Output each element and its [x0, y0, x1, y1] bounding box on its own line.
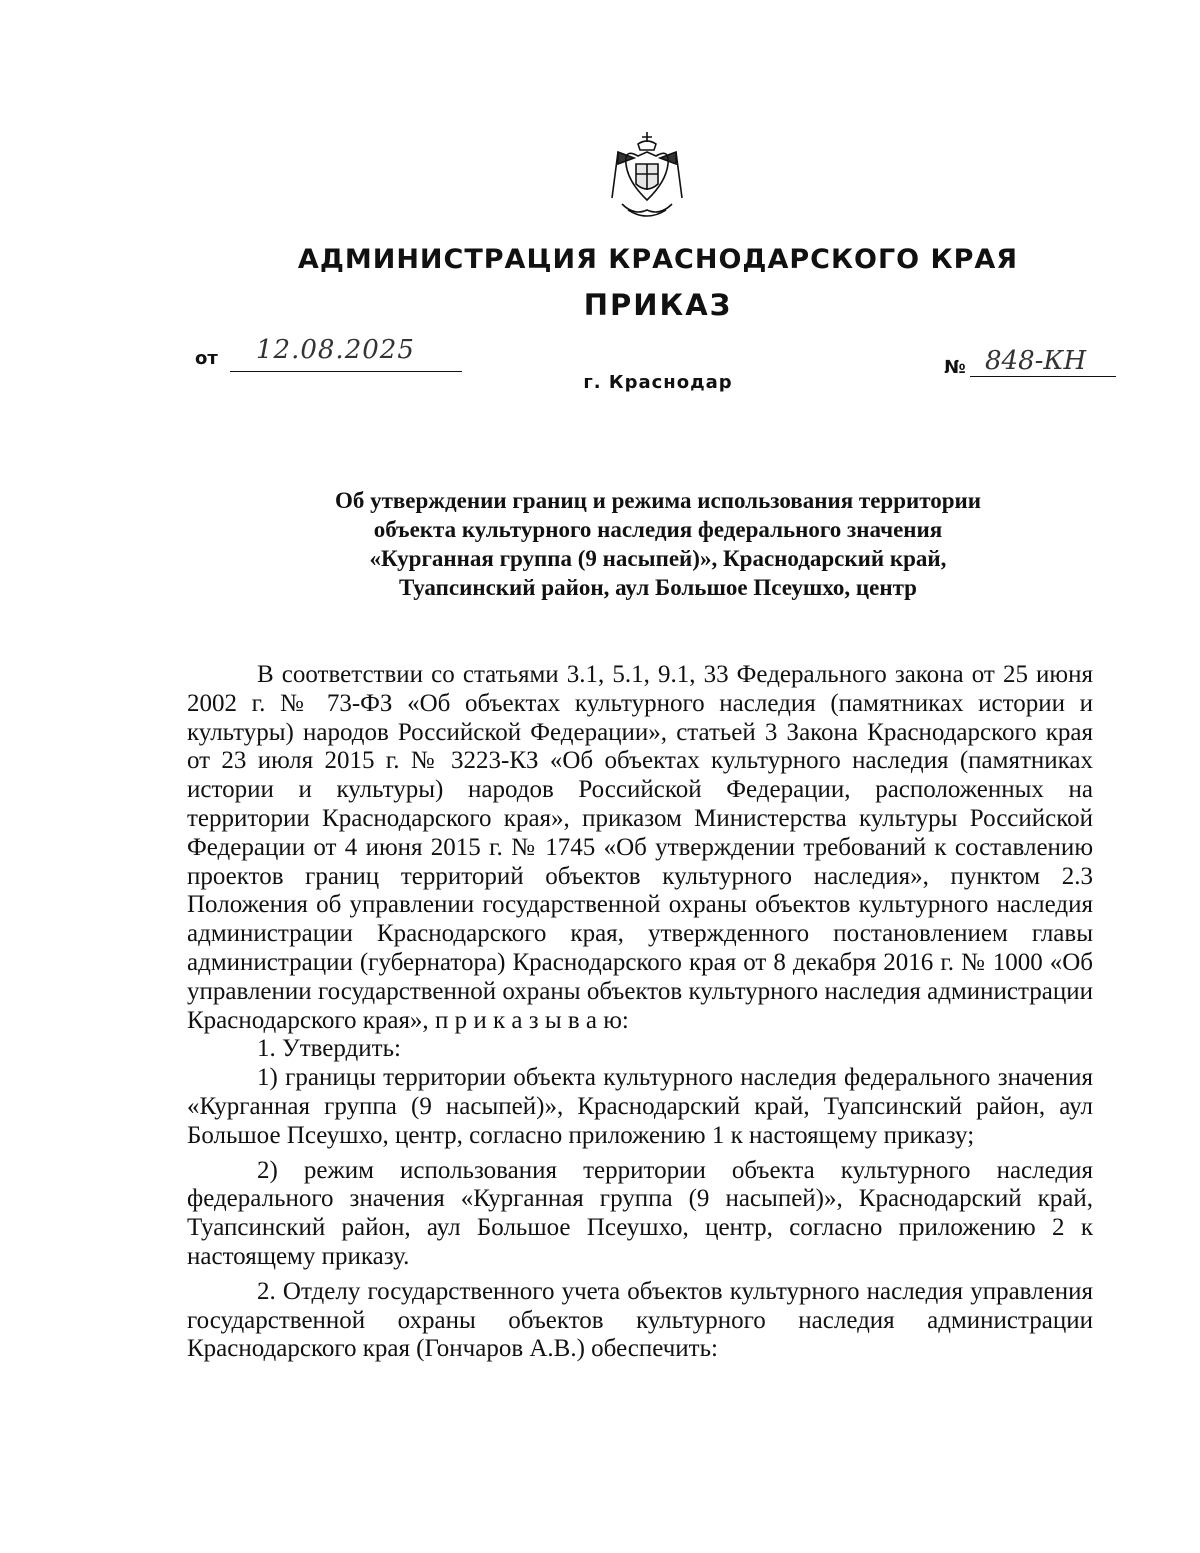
- item-2: 2. Отделу государственного учета объектов культурного наследия управления государственной охраны объектов культурного наследия администрации Краснодарского края (Гончаров А.В.) обеспечить:: [187, 1277, 1093, 1363]
- title-line: «Курганная группа (9 насыпей)», Краснодарский край,: [369, 546, 947, 571]
- date-value: 12.08.2025: [256, 335, 415, 365]
- document-type: ПРИКАЗ: [583, 288, 733, 322]
- document-body: [187, 661, 1093, 1364]
- number-label: №: [944, 357, 966, 378]
- preamble-text: В соответствии со статьями 3.1, 5.1, 9.1, 33 Федерального закона от 25 июня 2002 г. № 73-ФЗ «Об объектах культурного наследия (памятниках истории и культуры) народов Российской Федерации», статьей 3 Закона Краснодарского края от 23 июля 2015 г. № 3223-КЗ «Об объектах культурного наследия (памятниках истории и культуры) народов Российской Федерации, расположенных на территории Краснодарского края», приказом Министерства культуры Российской Федерации от 4 июня 2015 г. № 1745 «Об утверждении требований к составлению проектов границ территорий объектов культурного наследия», пунктом 2.3 Положения об управлении государственной охраны объектов культурного наследия администрации Краснодарского края, утвержденного постановлением главы администрации (губернатора) Краснодарского края от 8 декабря 2016 г. № 1000 «Об управлении государственной охраны объектов культурного наследия администрации Краснодарского края»,: [187, 661, 1093, 1034]
- title-line: объекта культурного наследия федерального значения: [373, 517, 943, 542]
- item-1: 1. Утвердить:: [257, 1035, 401, 1063]
- item-1-1: 1) границы территории объекта культурного наследия федерального значения «Курганная группа (9 насыпей)», Краснодарский край, Туапсинский район, аул Большое Псеушхо, центр, согласно приложению 1 к настоящему приказу;: [187, 1064, 1093, 1149]
- coat-of-arms-icon: [604, 130, 690, 222]
- number-value: 848-КН: [985, 346, 1087, 376]
- date-label: от: [195, 348, 218, 369]
- title-line: Туапсинский район, аул Большое Псеушхо, центр: [399, 575, 917, 600]
- city: г. Краснодар: [583, 372, 733, 393]
- document-title: [240, 486, 1076, 602]
- item-1-2: 2) режим использования территории объекта культурного наследия федерального значения «Курганная группа (9 насыпей)», Краснодарский край, Туапсинский район, аул Большое Псеушхо, центр, согласно приложению 2 к настоящему приказу.: [187, 1156, 1093, 1270]
- preamble-paragraph: [187, 661, 1093, 1035]
- order-word: п р и к а з ы в а ю:: [434, 1006, 629, 1034]
- title-line: Об утверждении границ и режима использования территории: [334, 488, 982, 513]
- organization-name: АДМИНИСТРАЦИЯ КРАСНОДАРСКОГО КРАЯ: [297, 244, 1019, 275]
